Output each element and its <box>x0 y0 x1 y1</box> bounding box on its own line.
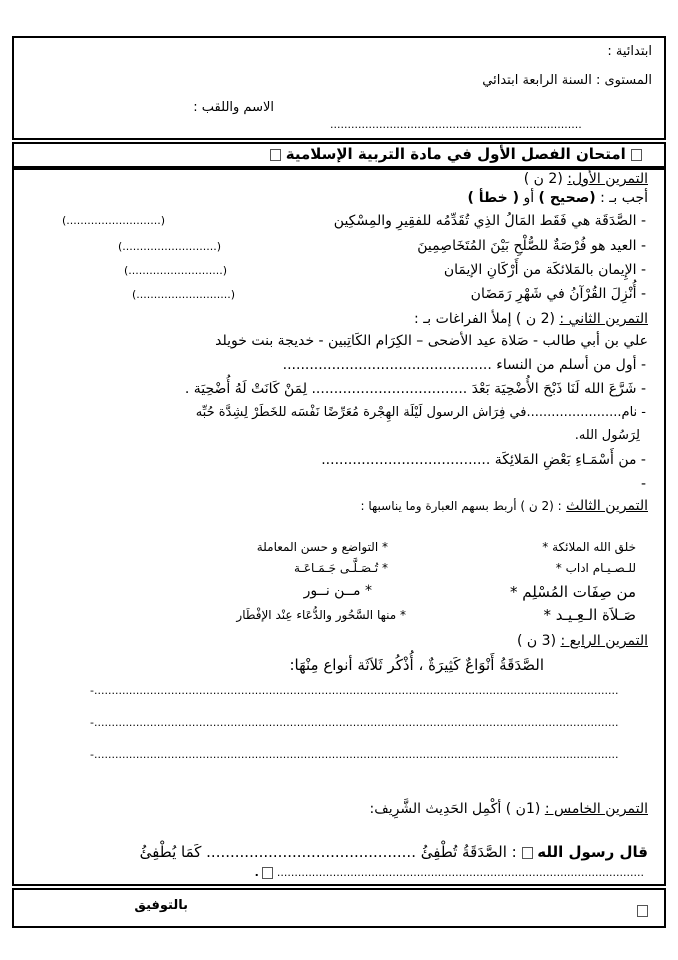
ex2-item: - شَرَّعَ الله لَنَا ذَبْحَ الأُضْحِيَة بَعْدَ ................................... لِمَنْ كَانَتْ لَهُ أُضْحِيَة . <box>184 381 646 397</box>
ex1-heading-text: التمرين الأول: <box>567 171 648 187</box>
title-square-icon <box>631 149 642 161</box>
name-field-dots[interactable]: ........................................................................ <box>330 118 582 131</box>
ex5-hadith-prefix: قال رسول الله <box>537 843 648 861</box>
ex5-hadith <box>140 843 648 861</box>
ex2-heading <box>414 311 648 327</box>
ex1-item: - أُنْزِلَ القُرْآنُ في شَهْرِ رَمَضَان <box>470 286 646 302</box>
ex1-instruction-true: (صحيح ) <box>538 190 596 206</box>
ex2-item: - <box>640 476 646 492</box>
ex1-instruction-false: ( خطأ ) <box>467 190 519 206</box>
ex5-hadith-body[interactable]: : الصَّدَقَةُ تُطْفِئُ ............................................ كَمَا يُطْفِئُ <box>139 843 517 861</box>
ex1-answer-blank[interactable]: (...........................) <box>132 288 235 301</box>
ex4-question: الصَّدَقَةُ أَنْوَاعٌ كَثِيرَةٌ ، أُذْكُر ثَلاَثَة أنواع مِنْهَا: <box>289 656 544 674</box>
ex3-left-item: * مــن نــور <box>303 583 372 599</box>
ex2-item: - نام.......................في فِرَاش الرسول لَيْلَة الهِجْرة مُعَرِّضًا نَفْسَه للخَطَرْ لِشِدَّة حُبِّه <box>195 405 646 420</box>
footer-frame <box>12 888 666 928</box>
exam-title <box>270 145 643 163</box>
ex4-heading-text: التمرين الرابع : <box>560 633 648 649</box>
ex3-right-item: خلق الله الملائكة * <box>542 540 636 554</box>
ex1-item: - الإِيمان بالمَلائكَة من أَرْكَانِ الإيمَان <box>443 262 646 278</box>
ex1-heading <box>524 171 648 187</box>
name-label: الاسم واللقب : <box>193 100 274 115</box>
ex3-left-item: * منها السَّحُور والدُّعَاء عِنْد الإفْطَار <box>236 608 406 622</box>
ex3-right-item: من صِفَات المُسْلِم * <box>509 583 636 601</box>
ex1-instruction-or: أو <box>523 190 535 206</box>
ex3-heading-text: التمرين الثالث <box>566 498 648 514</box>
footer-square-icon <box>637 900 648 919</box>
ex1-item: - العيد هو فُرْصَةٌ للصُّلْحِ بَيْنَ المُتَخَاصِمِينَ <box>417 238 646 254</box>
level-label: المستوى : السنة الرابعة ابتدائي <box>482 73 652 88</box>
ex4-points: (3 ن ) <box>517 633 557 649</box>
ex4-answer-line[interactable]: -...................................................................................................................................................... <box>90 716 619 729</box>
ex1-instruction <box>467 190 648 206</box>
ex3-left-item: * تُـصَـلَّـى جَـمَـاعَـة <box>293 561 388 575</box>
ex2-instruction: (2 ن ) إملأ الفراغات بـ : <box>414 311 555 327</box>
ex2-item: - من أَسْمَـاءِ بَعْضِ المَلائِكَة ...................................... <box>321 452 646 468</box>
ex1-points: (2 ن ) <box>523 171 563 187</box>
ex5-heading <box>370 801 649 817</box>
closing-text: بالتوفيق <box>134 898 188 913</box>
ex5-instruction: (1ن ) أكْمِل الحَدِيث الشَّرِيف: <box>369 801 541 817</box>
ex2-heading-text: التمرين الثاني : <box>559 311 648 327</box>
ex3-right-item: صَـلاَة الـعِـيـد * <box>543 606 636 624</box>
ex3-heading <box>361 498 649 514</box>
ex4-answer-line[interactable]: -...................................................................................................................................................... <box>90 684 619 697</box>
ex2-item: - أول من أسلم من النساء ............................................... <box>282 357 646 373</box>
title-square-icon <box>270 149 281 161</box>
ex5-hadith-end-dots[interactable]: ......................................................................................................... <box>276 866 644 879</box>
ex3-right-item: للـصـيـام اداب * <box>555 561 636 575</box>
school-label: ابتدائية : <box>607 44 652 59</box>
ex2-item-cont: لِرَسُول الله. <box>574 428 640 443</box>
ex3-instruction: : (2 ن ) أربط بسهم العبارة وما يناسبها : <box>360 499 562 513</box>
square-icon <box>522 847 533 859</box>
exam-title-text: امتحان الفصل الأول في مادة التربية الإسلامية <box>285 145 626 163</box>
ex1-instruction-pre: أجب بـ : <box>600 190 648 206</box>
ex5-hadith-end <box>255 866 644 879</box>
ex4-heading <box>517 633 648 649</box>
ex5-end-period: . <box>254 866 259 879</box>
ex1-item: - الصَّدَقَة هي فَقَط المَالُ الذِي تُقَدِّمُه للفقِيرِ والمِسْكِين <box>333 213 646 229</box>
ex1-answer-blank[interactable]: (...........................) <box>118 240 221 253</box>
ex1-answer-blank[interactable]: (...........................) <box>62 214 165 227</box>
ex4-answer-line[interactable]: -...................................................................................................................................................... <box>90 748 619 761</box>
ex2-word-bank: علي بن أبي طالب - صَلاة عيد الأضحى – الكِرَام الكَاتِبين - خديجة بنت خويلد <box>215 333 648 349</box>
square-icon <box>262 867 273 879</box>
ex5-heading-text: التمرين الخامس : <box>544 801 648 817</box>
ex1-answer-blank[interactable]: (...........................) <box>124 264 227 277</box>
ex3-left-item: * التواضع و حسن المعاملة <box>256 540 388 554</box>
